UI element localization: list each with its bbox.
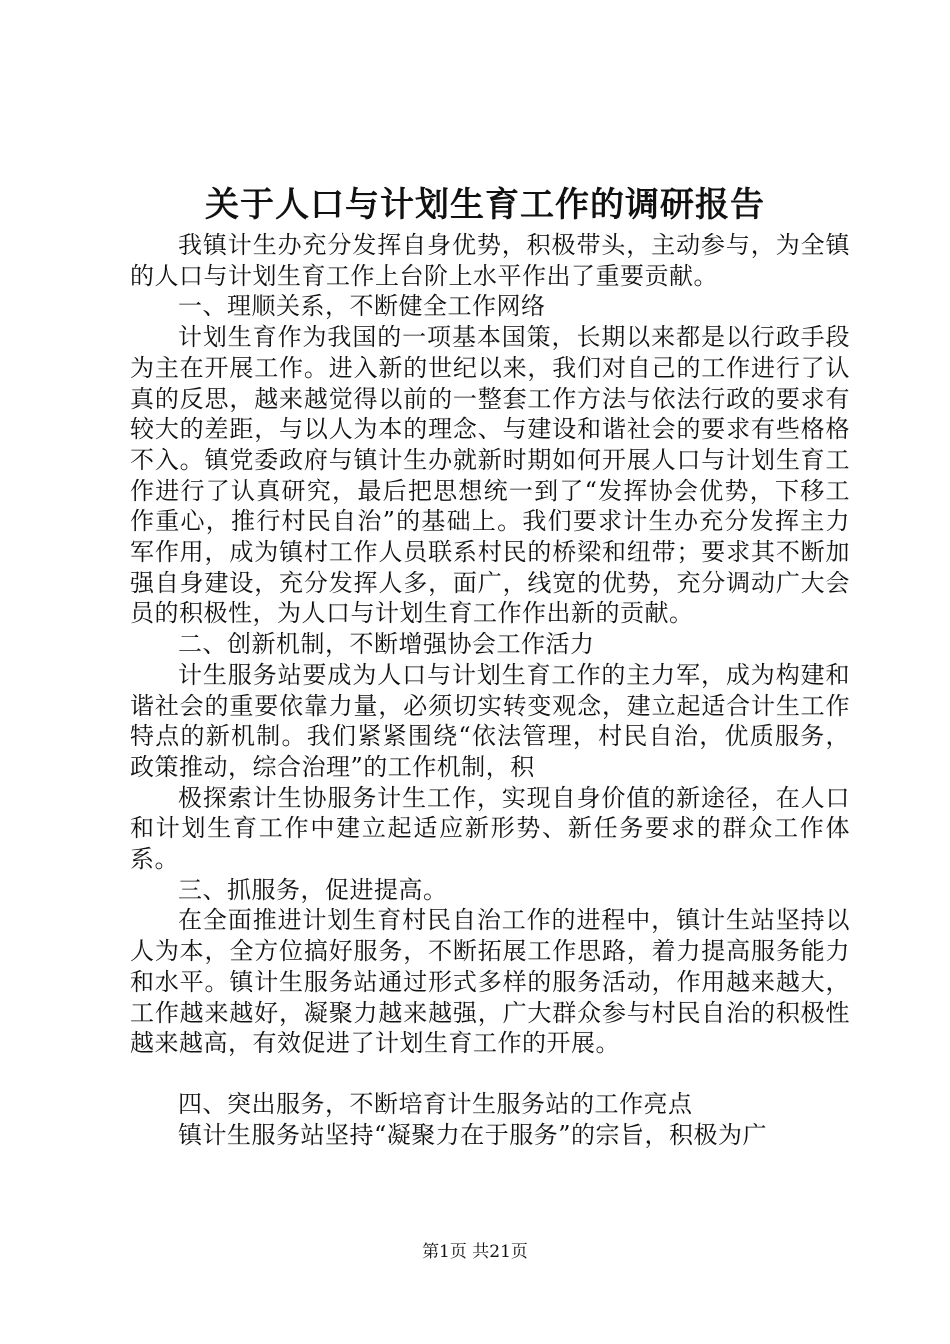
section-heading-2: 二、创新机制，不断增强协会工作活力 (178, 630, 595, 659)
paragraph-section-4: 镇计生服务站坚持“凝聚力在于服务”的宗旨，积极为广 (178, 1120, 768, 1149)
paragraph-section-2a: 计生服务站要成为人口与计划生育工作的主力军，成为构建和谐社会的重要依靠力量，必须切实转变观念，建立起适合计生工作特点的新机制。我们紧紧围绕“依法管理，村民自治，优质服务，政策推动，综合治理”的工作机制，积 (130, 660, 850, 781)
paragraph-section-2b: 极探索计生协服务计生工作，实现自身价值的新途径，在人口和计划生育工作中建立起适应新形势、新任务要求的群众工作体系。 (130, 783, 850, 874)
paragraph-section-3: 在全面推进计划生育村民自治工作的进程中，镇计生站坚持以人为本，全方位搞好服务，不断拓展工作思路，着力提高服务能力和水平。镇计生服务站通过形式多样的服务活动，作用越来越大，工作越来越好，凝聚力越来越强，广大群众参与村民自治的积极性越来越高，有效促进了计划生育工作的开展。 (130, 906, 850, 1058)
document-title: 关于人口与计划生育工作的调研报告 (205, 185, 765, 225)
paragraph-intro: 我镇计生办充分发挥自身优势，积极带头，主动参与，为全镇的人口与计划生育工作上台阶上水平作出了重要贡献。 (130, 231, 850, 290)
document-page (130, 180, 850, 1150)
section-heading-1: 一、理顺关系，不断健全工作网络 (178, 292, 546, 321)
paragraph-section-1: 计划生育作为我国的一项基本国策，长期以来都是以行政手段为主在开展工作。进入新的世纪以来，我们对自己的工作进行了认真的反思，越来越觉得以前的一整套工作方法与依法行政的要求有较大的差距，与以人为本的理念、与建设和谐社会的要求有些格格不入。镇党委政府与镇计生办就新时期如何开展人口与计划生育工作进行了认真研究，最后把思想统一到了“发挥协会优势，下移工作重心，推行村民自治”的基础上。我们要求计生办充分发挥主力军作用，成为镇村工作人员联系村民的桥梁和纽带；要求其不断加强自身建设，充分发挥人多，面广，线宽的优势，充分调动广大会员的积极性，为人口与计划生育工作作出新的贡献。 (130, 323, 850, 628)
page-footer: 第1页 共21页 (422, 1242, 528, 1262)
section-heading-4: 四、突出服务，不断培育计生服务站的工作亮点 (178, 1089, 693, 1118)
section-heading-3: 三、抓服务，促进提高。 (178, 875, 448, 904)
paragraph-gap (130, 1059, 850, 1089)
